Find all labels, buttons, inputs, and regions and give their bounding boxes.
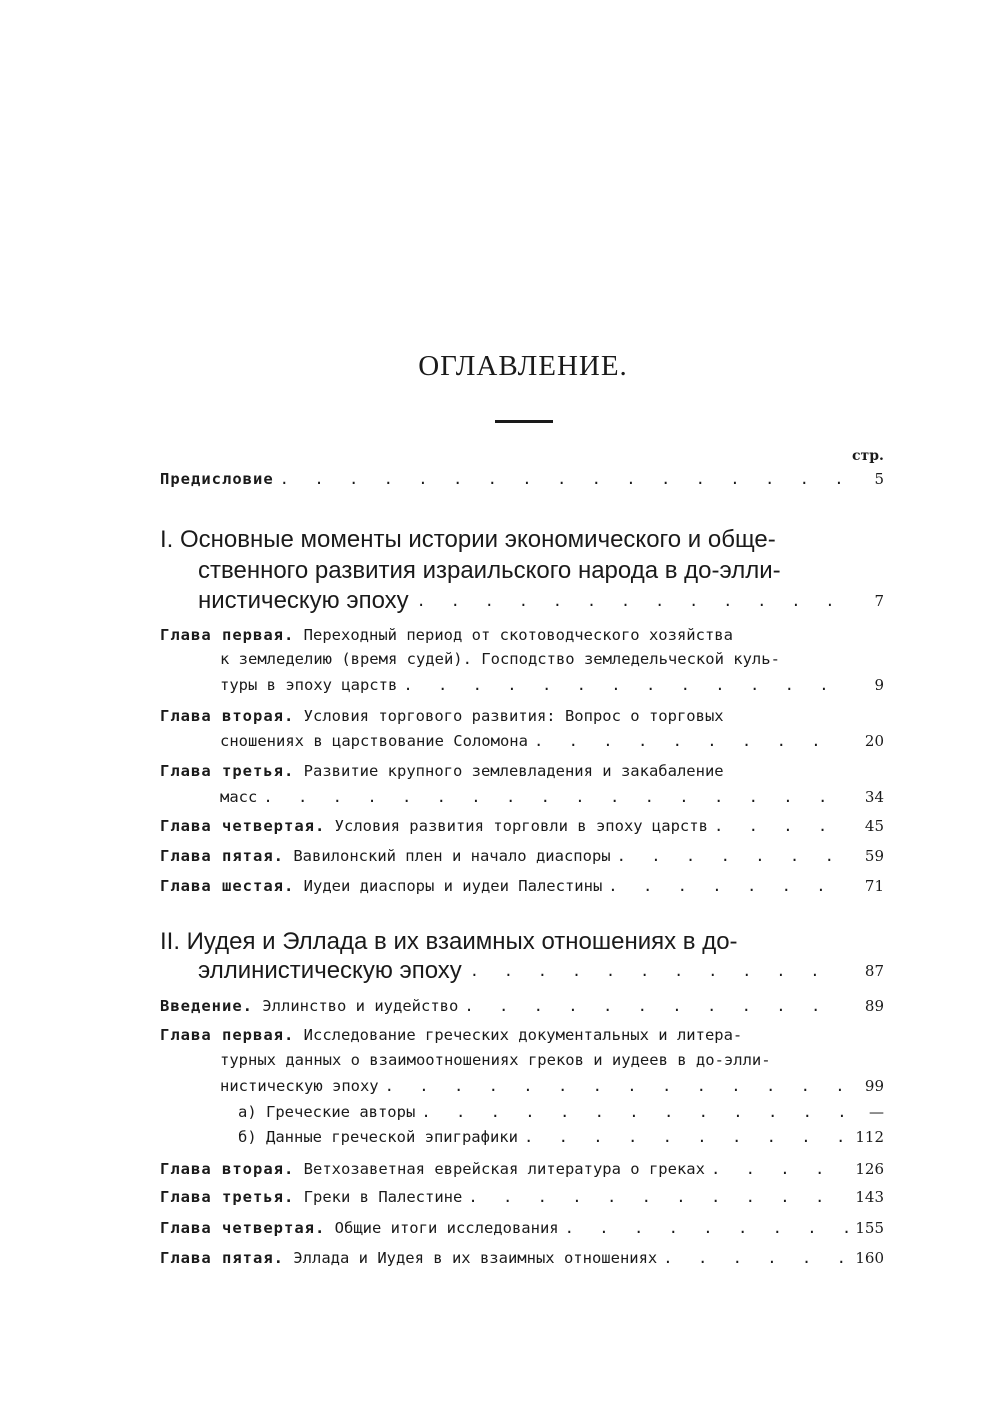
leader-dots [524, 1126, 848, 1148]
page-number: 126 [855, 1160, 884, 1178]
toc-entry-p2-ch1-a [160, 1101, 884, 1123]
leader-dots [714, 815, 848, 837]
toc-entry-p1-ch2 [160, 730, 884, 752]
p2-ch1-line-1 [160, 1024, 850, 1046]
page-number: 99 [864, 1077, 884, 1095]
subsection-title: а) Греческие авторы [238, 1103, 416, 1121]
chapter-label: Глава первая. [160, 626, 295, 644]
page-number: 20 [864, 732, 884, 750]
chapter-label: Глава шестая. [160, 877, 295, 895]
leader-dots [468, 1186, 848, 1208]
leader-dots [470, 955, 846, 987]
leader-dots [421, 1101, 848, 1123]
leader-dots [280, 468, 848, 490]
leader-dots [464, 995, 848, 1017]
page-number: 59 [864, 847, 884, 865]
chapter-title: Условия торгового развития: Вопрос о торговых [303, 707, 724, 725]
page-number: 160 [855, 1249, 884, 1267]
part-1-line-2: ственного развития израильского народа в до-элли- [198, 557, 781, 584]
leader-dots [565, 1217, 848, 1239]
toc-entry-p1-ch5 [160, 845, 884, 867]
part-1-line-3: нистическую эпоху [198, 587, 409, 614]
chapter-title: Общие итоги исследования [334, 1219, 559, 1237]
chapter-title: Переходный период от скотоводческого хозяйства [303, 626, 733, 644]
page-number: 7 [874, 592, 884, 610]
part-1-line-1: I. Основные моменты истории экономического и обще- [160, 526, 776, 553]
part-2-line-2: эллинистическую эпоху [198, 957, 462, 984]
page-number: 45 [864, 817, 884, 835]
toc-entry-p1-ch3 [160, 786, 884, 808]
chapter-title: Развитие крупного землевладения и закабаление [303, 762, 724, 780]
toc-entry-p1-ch6 [160, 875, 884, 897]
p2-ch1-line-2: турных данных о взаимоотношениях греков и иудеев в до-элли- [220, 1051, 771, 1069]
chapter-title: Исследование греческих документальных и литера- [303, 1026, 743, 1044]
part-2-line-1: II. Иудея и Эллада в их взаимных отношениях в до- [160, 928, 738, 955]
chapter-label: Введение. [160, 997, 253, 1015]
p1-ch1-line-1 [160, 624, 850, 646]
chapter-label: Глава четвертая. [160, 1219, 326, 1237]
page-number: 71 [864, 877, 884, 895]
chapter-title: Эллинство и иудейство [262, 997, 459, 1015]
chapter-title: Эллада и Иудея в их взаимных отношениях [293, 1249, 658, 1267]
page-column-label: стр. [852, 448, 884, 464]
toc-entry-p2-ch2 [160, 1158, 884, 1180]
chapter-label: Глава вторая. [160, 707, 295, 725]
page-number: 9 [874, 676, 884, 694]
leader-dots [663, 1247, 848, 1269]
page-number: 112 [855, 1128, 884, 1146]
p1-ch1-line-2: к земледелию (время судей). Господство земледельческой куль- [220, 650, 780, 668]
toc-entry-p1-ch1 [160, 674, 884, 696]
toc-entry-p2-ch4 [160, 1217, 884, 1239]
title-rule [495, 420, 553, 423]
chapter-title: Условия развития торговли в эпоху царств [334, 817, 708, 835]
leader-dots [385, 1075, 848, 1097]
toc-label: Предисловие [160, 470, 274, 488]
page-number: — [869, 1103, 884, 1121]
page-title: ОГЛАВЛЕНИЕ. [418, 350, 628, 382]
toc-entry-part-1 [160, 585, 884, 617]
chapter-title: Вавилонский плен и начало диаспоры [293, 847, 611, 865]
toc-entry-part-2 [160, 955, 884, 987]
chapter-title: Ветхозаветная еврейская литература о греках [303, 1160, 705, 1178]
chapter-label: Глава пятая. [160, 847, 284, 865]
leader-dots [617, 845, 848, 867]
page-number: 5 [874, 470, 884, 488]
chapter-title: Иудеи диаспоры и иудеи Палестины [303, 877, 603, 895]
page-number: 87 [864, 962, 884, 980]
chapter-title: Греки в Палестине [303, 1188, 463, 1206]
chapter-title-end: масс [220, 788, 258, 806]
toc-entry-p2-intro [160, 995, 884, 1017]
p1-ch2-line-1 [160, 705, 850, 727]
page-number: 143 [855, 1188, 884, 1206]
leader-dots [417, 585, 846, 617]
chapter-label: Глава третья. [160, 762, 295, 780]
toc-entry-preface [160, 468, 884, 490]
toc-entry-p2-ch1 [160, 1075, 884, 1097]
chapter-label: Глава вторая. [160, 1160, 295, 1178]
chapter-label: Глава четвертая. [160, 817, 326, 835]
leader-dots [711, 1158, 848, 1180]
page-number: 155 [855, 1219, 884, 1237]
page-number: 89 [864, 997, 884, 1015]
leader-dots [608, 875, 848, 897]
leader-dots [263, 786, 848, 808]
page-number: 34 [864, 788, 884, 806]
leader-dots [403, 674, 848, 696]
chapter-label: Глава первая. [160, 1026, 295, 1044]
toc-entry-p2-ch1-b [160, 1126, 884, 1148]
chapter-label: Глава третья. [160, 1188, 295, 1206]
toc-entry-p2-ch3 [160, 1186, 884, 1208]
chapter-title-end: сношениях в царствование Соломона [220, 732, 528, 750]
p1-ch3-line-1 [160, 760, 850, 782]
chapter-title-end: нистическую эпоху [220, 1077, 379, 1095]
toc-entry-p1-ch4 [160, 815, 884, 837]
chapter-label: Глава пятая. [160, 1249, 284, 1267]
leader-dots [534, 730, 848, 752]
subsection-title: б) Данные греческой эпиграфики [238, 1128, 518, 1146]
toc-entry-p2-ch5 [160, 1247, 884, 1269]
chapter-title-end: туры в эпоху царств [220, 676, 398, 694]
